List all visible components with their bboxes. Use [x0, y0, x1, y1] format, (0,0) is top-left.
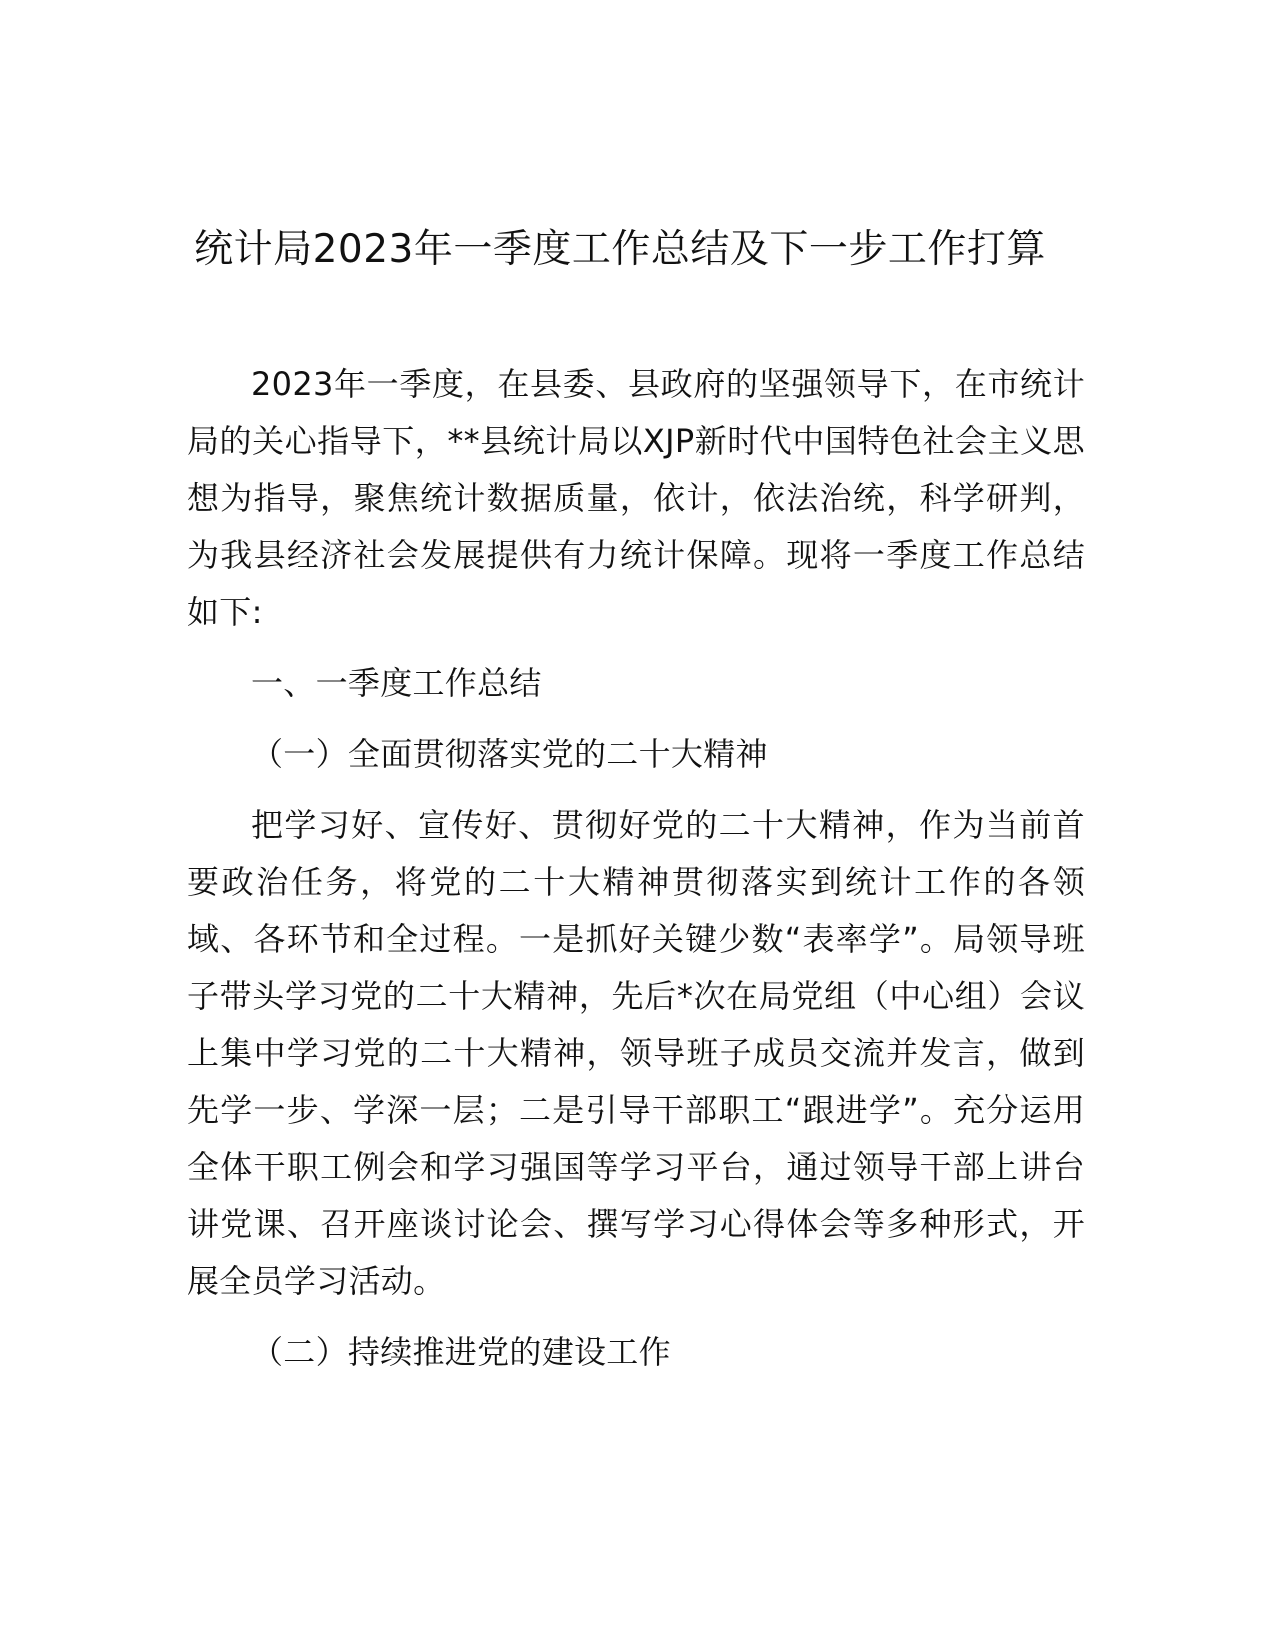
intro-paragraph: 2023年一季度，在县委、县政府的坚强领导下，在市统计局的关心指导下，**县统计局以XJP新时代中国特色社会主义思想为指导，聚焦统计数据质量，依计，依法治统，科学研判，为我县经济社会发展提供有力统计保障。现将一季度工作总结如下:	[187, 365, 1085, 631]
body-paragraph: 把学习好、宣传好、贯彻好党的二十大精神，作为当前首要政治任务，将党的二十大精神贯彻落实到统计工作的各领域、各环节和全过程。一是抓好关键少数“表率学”。局领导班子带头学习党的二十大精神，先后*次在局党组（中心组）会议上集中学习党的二十大精神，领导班子成员交流并发言，做到先学一步、学深一层；二是引导干部职工“跟进学”。充分运用全体干职工例会和学习强国等学习平台，通过领导干部上讲台讲党课、召开座谈讨论会、撰写学习心得体会等多种形式，开展全员学习活动。	[187, 806, 1085, 1300]
subsection-heading: （一）全面贯彻落实党的二十大精神	[251, 735, 768, 773]
section-heading: 一、一季度工作总结	[251, 664, 542, 702]
subsection-heading: （二）持续推进党的建设工作	[251, 1333, 671, 1371]
document-body	[187, 356, 1085, 1395]
document-title: 统计局2023年一季度工作总结及下一步工作打算	[194, 227, 1046, 272]
